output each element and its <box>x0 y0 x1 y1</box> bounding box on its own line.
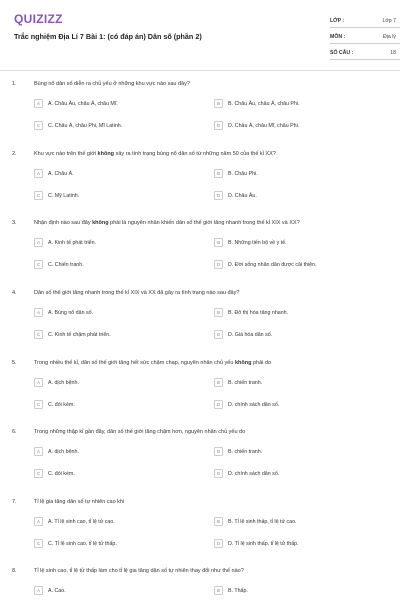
option-label: B. Châu Âu, châu Á, châu Phi. <box>228 101 300 107</box>
question-text <box>34 568 374 574</box>
question-text-part: Nhận định nào sau đây <box>34 220 93 226</box>
question-text <box>34 81 374 87</box>
option-letter-box[interactable]: A <box>34 238 43 247</box>
answer-option-b[interactable] <box>214 308 364 320</box>
question-emphasis: không <box>234 360 252 366</box>
option-letter-box[interactable]: D <box>214 191 223 200</box>
question-number: 2. <box>12 151 17 157</box>
meta-key: LỚP : <box>330 18 345 24</box>
question-text <box>34 429 374 435</box>
question-5 <box>0 360 400 430</box>
answer-option-d[interactable] <box>214 260 364 272</box>
question-number: 7. <box>12 499 17 505</box>
answer-option-b[interactable] <box>214 169 364 181</box>
option-label: A. Cao. <box>48 588 66 594</box>
question-text <box>34 360 374 366</box>
option-letter-box[interactable]: C <box>34 191 43 200</box>
option-label: B. chiến tranh. <box>228 380 263 386</box>
answer-option-b[interactable] <box>214 99 364 111</box>
divider <box>330 59 400 60</box>
option-label: C. Châu Á, châu Phi, Mĩ Latinh. <box>48 123 123 129</box>
meta-value: Lớp 7 <box>382 18 396 24</box>
option-label: C. Chiến tranh. <box>48 262 84 268</box>
option-label: B. chiến tranh. <box>228 449 263 455</box>
option-letter-box[interactable]: B <box>214 586 223 595</box>
answer-option-a[interactable] <box>34 586 184 598</box>
meta-key: SỐ CÂU : <box>330 50 354 56</box>
answer-option-b[interactable] <box>214 586 364 598</box>
question-7 <box>0 499 400 569</box>
worksheet-header <box>12 12 396 70</box>
option-label: B. Thấp. <box>228 588 248 594</box>
option-label: A. Tỉ lệ sinh cao, tỉ lệ tử cao. <box>48 519 115 525</box>
option-letter-box[interactable]: D <box>214 121 223 130</box>
option-label: A. Châu Âu, châu Á, châu Mĩ. <box>48 101 118 107</box>
option-label: B. Những tiến bộ về y tế. <box>228 240 287 246</box>
question-text <box>34 499 374 505</box>
answer-option-c[interactable] <box>34 121 184 133</box>
answer-option-d[interactable] <box>214 469 364 481</box>
question-number: 8. <box>12 568 17 574</box>
meta-key: MÔN : <box>330 34 346 40</box>
option-letter-box[interactable]: A <box>34 378 43 387</box>
option-letter-box[interactable]: B <box>214 169 223 178</box>
option-letter-box[interactable]: C <box>34 260 43 269</box>
option-label: D. Già hóa dân số. <box>228 332 273 338</box>
option-letter-box[interactable]: D <box>214 469 223 478</box>
answer-option-c[interactable] <box>34 260 184 272</box>
question-1 <box>0 81 400 151</box>
option-label: C. đói kém. <box>48 471 75 477</box>
option-letter-box[interactable]: B <box>214 378 223 387</box>
question-3 <box>0 220 400 290</box>
answer-option-b[interactable] <box>214 238 364 250</box>
question-text-part: Tỉ lệ gia tăng dân số tự nhiên cao khi <box>34 499 125 505</box>
question-number: 5. <box>12 360 17 366</box>
answer-option-c[interactable] <box>34 539 184 551</box>
answer-option-d[interactable] <box>214 121 364 133</box>
answer-option-a[interactable] <box>34 238 184 250</box>
quizizz-logo: QUIZIZZ <box>14 12 63 26</box>
question-text-part: Trong nhiều thế kỉ, dân số thế giới tăng hết sức chậm chạp, nguyên nhân chủ yếu <box>34 360 235 366</box>
meta-row-count <box>330 46 400 60</box>
option-label: B. Đô thị hóa tăng nhanh. <box>228 310 289 316</box>
question-number: 6. <box>12 429 17 435</box>
question-8 <box>0 568 400 600</box>
option-label: D. chính sách dân số. <box>228 402 280 408</box>
option-letter-box[interactable]: B <box>214 238 223 247</box>
question-number: 3. <box>12 220 17 226</box>
question-emphasis: không <box>97 151 115 157</box>
option-letter-box[interactable]: B <box>214 447 223 456</box>
option-letter-box[interactable]: A <box>34 586 43 595</box>
option-letter-box[interactable]: A <box>34 517 43 526</box>
question-text <box>34 220 374 226</box>
option-label: D. Châu Á, châu Mĩ, châu Phi. <box>228 123 300 129</box>
question-text-part: Khu vực nào trên thế giới <box>34 151 98 157</box>
question-number: 1. <box>12 81 17 87</box>
answer-option-c[interactable] <box>34 191 184 203</box>
question-text-part: phải là nguyên nhân khiến dân số thế giới tăng nhanh trong thế kỉ XIX và XX? <box>108 220 300 226</box>
option-letter-box[interactable]: C <box>34 400 43 409</box>
option-label: B. Tỉ lệ sinh thấp, tỉ lệ tử cao. <box>228 519 297 525</box>
option-label: A. dịch bệnh. <box>48 380 79 386</box>
answer-option-a[interactable] <box>34 99 184 111</box>
option-letter-box[interactable]: C <box>34 469 43 478</box>
answer-option-a[interactable] <box>34 308 184 320</box>
option-letter-box[interactable]: D <box>214 260 223 269</box>
divider <box>330 43 400 44</box>
option-label: C. Kinh tế chậm phát triển. <box>48 332 111 338</box>
option-label: C. đói kém. <box>48 402 75 408</box>
question-2 <box>0 151 400 221</box>
option-letter-box[interactable]: C <box>34 539 43 548</box>
question-text-part: Trong những thập kỉ gần đây, dân số thế giới tăng chậm hơn, nguyên nhân chủ yếu do <box>34 429 246 435</box>
option-label: D. Châu Âu. <box>228 193 257 199</box>
option-letter-box[interactable]: D <box>214 539 223 548</box>
option-letter-box[interactable]: A <box>34 99 43 108</box>
option-letter-box[interactable]: B <box>214 517 223 526</box>
question-number: 4. <box>12 290 17 296</box>
answer-option-a[interactable] <box>34 447 184 459</box>
question-text <box>34 151 374 157</box>
question-4 <box>0 290 400 360</box>
option-letter-box[interactable]: D <box>214 400 223 409</box>
answer-option-c[interactable] <box>34 400 184 412</box>
question-6 <box>0 429 400 499</box>
meta-value: Địa lý <box>383 34 396 40</box>
answer-option-a[interactable] <box>34 169 184 181</box>
answer-option-d[interactable] <box>214 191 364 203</box>
question-text-part: Bùng nổ dân số diễn ra chủ yếu ở những khu vực nào sau đây? <box>34 81 190 87</box>
option-label: D. Tỉ lệ sinh thấp, tỉ lệ tử thấp. <box>228 541 299 547</box>
meta-row-grade <box>330 14 400 28</box>
page-title: Trắc nghiệm Địa Lí 7 Bài 1: (có đáp án) Dân số (phần 2) <box>14 32 202 41</box>
answer-option-c[interactable] <box>34 330 184 342</box>
answer-option-a[interactable] <box>34 378 184 390</box>
answer-option-a[interactable] <box>34 517 184 529</box>
option-label: D. Đời sống nhân dân được cải thiện. <box>228 262 317 268</box>
answer-option-b[interactable] <box>214 447 364 459</box>
answer-option-b[interactable] <box>214 378 364 390</box>
option-letter-box[interactable]: C <box>34 121 43 130</box>
option-label: A. Châu Á. <box>48 171 74 177</box>
question-text <box>34 290 374 296</box>
answer-option-d[interactable] <box>214 400 364 412</box>
option-label: B. Châu Phi. <box>228 171 258 177</box>
answer-option-c[interactable] <box>34 469 184 481</box>
option-label: A. Bùng nổ dân số. <box>48 310 94 316</box>
question-text-part: xảy ra tình trạng bùng nổ dân số từ những năm 50 của thế kỉ XX? <box>114 151 276 157</box>
answer-option-d[interactable] <box>214 539 364 551</box>
answer-option-d[interactable] <box>214 330 364 342</box>
option-label: D. chính sách dân số. <box>228 471 280 477</box>
option-letter-box[interactable]: A <box>34 447 43 456</box>
meta-row-subject <box>330 30 400 44</box>
option-letter-box[interactable]: A <box>34 308 43 317</box>
question-text-part: phải do <box>251 360 272 366</box>
question-emphasis: không <box>92 220 109 226</box>
meta-value: 18 <box>390 50 396 56</box>
option-letter-box[interactable]: C <box>34 330 43 339</box>
option-label: A. dịch bệnh. <box>48 449 79 455</box>
divider <box>330 27 400 28</box>
option-letter-box[interactable]: A <box>34 169 43 178</box>
option-letter-box[interactable]: B <box>214 99 223 108</box>
answer-option-b[interactable] <box>214 517 364 529</box>
option-letter-box[interactable]: B <box>214 308 223 317</box>
option-label: C. Mỹ Latinh. <box>48 193 80 199</box>
option-letter-box[interactable]: D <box>214 330 223 339</box>
question-text-part: Tỉ lệ sinh cao, tỉ lệ tử thấp làm cho tỉ lệ gia tăng dân số tự nhiên thay đổi như thế nào? <box>34 568 244 574</box>
question-text-part: Dân số thế giới tăng nhanh trong thế kỉ XIX và XX đã gây ra tình trạng nào sau đây? <box>34 290 240 296</box>
option-label: C. Tỉ lệ sinh cao, tỉ lệ tử thấp. <box>48 541 117 547</box>
header-divider <box>0 70 400 71</box>
option-label: A. Kinh tế phát triển. <box>48 240 96 246</box>
